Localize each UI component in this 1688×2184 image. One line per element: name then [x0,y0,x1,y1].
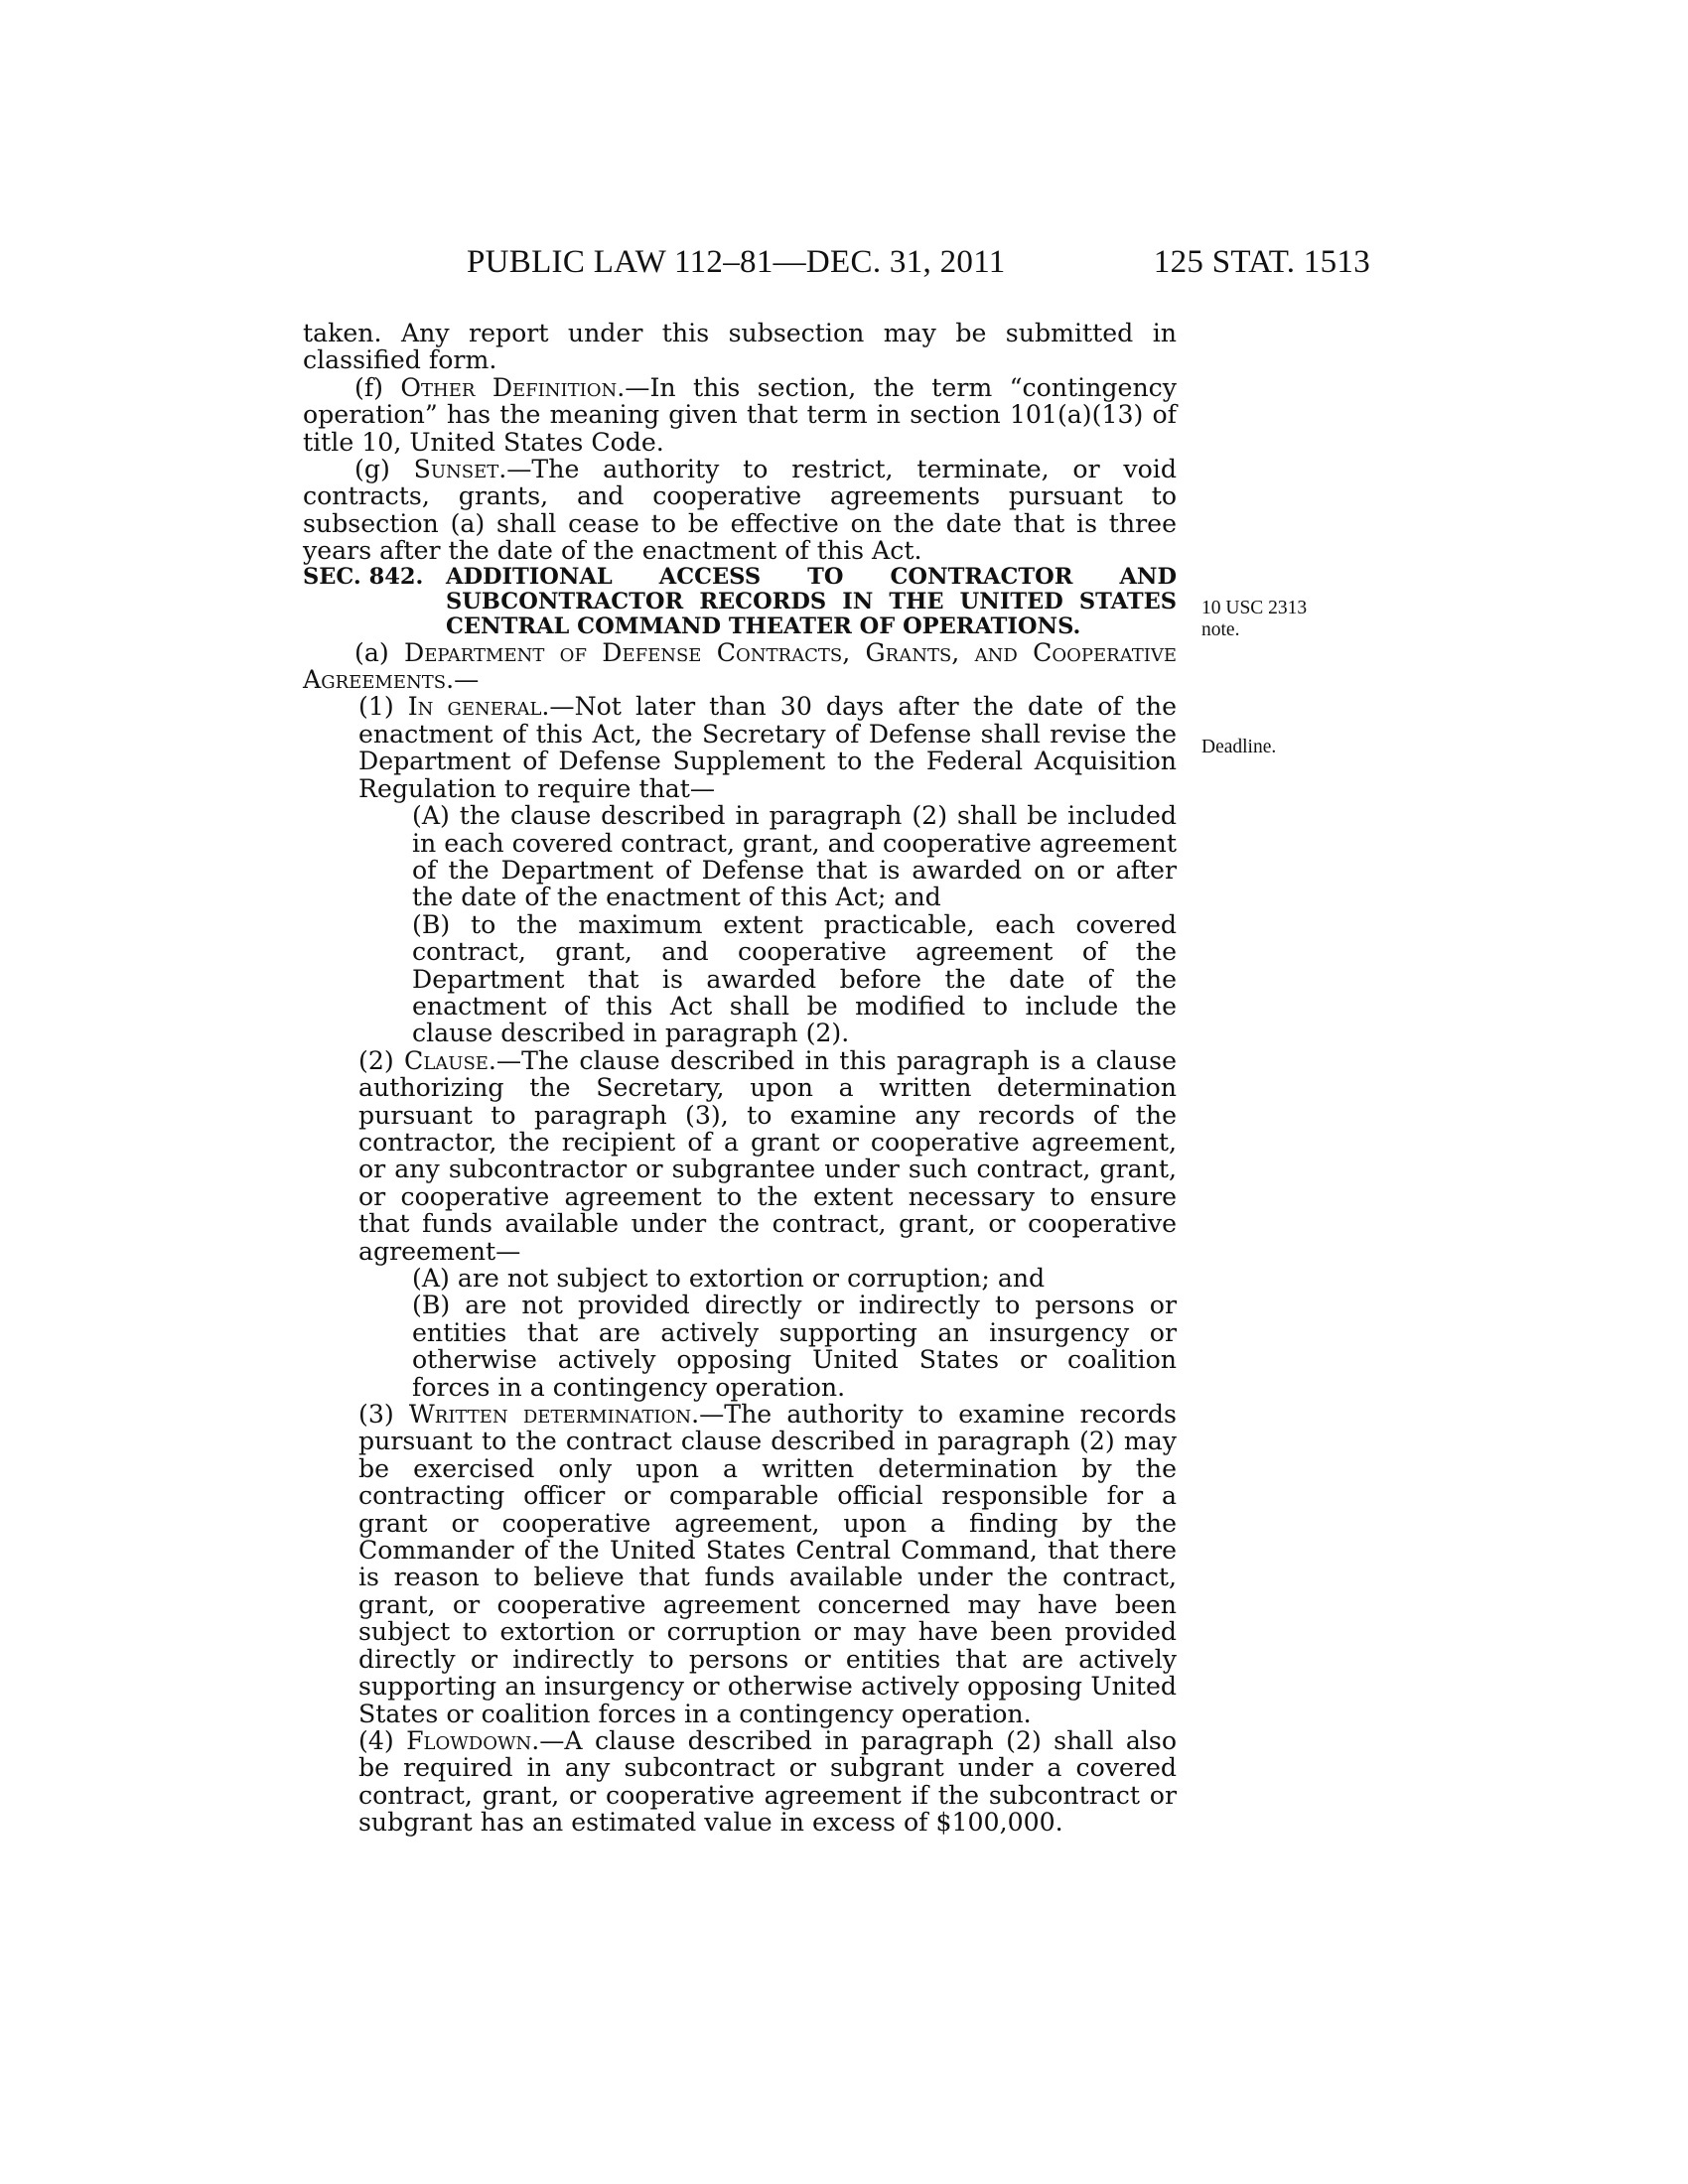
subsection-g-number: (g) [354,455,414,484]
paragraph-a1 [303,693,1177,802]
subsection-f-number: (f) [354,372,401,402]
margin-note-deadline: Deadline. [1201,737,1277,757]
paragraph-a4-heading: Flowdown [406,1725,532,1755]
section-title: ADDITIONAL ACCESS TO CONTRACTOR AND SUBCONTRACTOR RECORDS IN THE UNITED STATES CENTRAL COMMAND THEATER OF OPERATIONS. [446,563,1177,639]
paragraph-e-continued: taken. Any report under this subsection may be submitted in classified form. [303,319,1177,375]
paragraph-a4-number: (4) [358,1725,407,1755]
paragraph-a3-body: .—The authority to examine records pursuant to the contract clause described in paragraph (2) may be exercised only upon a written determination by the contracting officer or comparable official responsible for a grant or cooperative agreement, upon a finding by the Commander of the United States Central Command, that there is reason to believe that funds available under the contract, grant, or cooperative agreement concerned may have been subject to extortion or corruption or may have been provided directly or indirectly to persons or entities that are actively supporting an insurgency or otherwise actively opposing United States or coalition forces in a contingency operation. [358,1400,1177,1728]
subparagraph-a2-A: (A) are not subject to extortion or corruption; and [412,1264,1046,1293]
running-head-title: PUBLIC LAW 112–81—DEC. 31, 2011 [467,244,1006,280]
paragraph-a2-number: (2) [358,1045,405,1075]
paragraph-a3-number: (3) [358,1400,409,1430]
subsection-g-body: .—The authority to restrict, terminate, or void contracts, grants, and cooperative agreements pursuant to subsection (a) shall cease to be effective on the date that is three years after the date of the enactment of this Act. [303,455,1177,566]
subparagraph-a1-B: (B) to the maximum extent practicable, each covered contract, grant, and cooperative agreement of the Department that is awarded before the date of the enactment of this Act shall be modified to include the clause described in paragraph (2). [412,909,1177,1048]
paragraph-a2-body: .—The clause described in this paragraph is a clause authorizing the Secretary, upon a written determination pursuant to paragraph (3), to examine any records of the contractor, the recipient of a grant or cooperative agreement, or any subcontractor or subgrantee under such contract, grant, or cooperative agreement to the extent necessary to ensure that funds available under the contract, grant, or cooperative agreement— [358,1045,1177,1266]
paragraph-a3-heading: Written determination [408,1400,692,1430]
statute-body [303,320,1177,1837]
subsection-f-body: .—In this section, the term “contingency operation” has the meaning given that term in section 101(a)(13) of title 10, United States Code. [303,372,1178,457]
subsection-a-number: (a) [354,637,404,667]
paragraph-a4 [303,1727,1177,1837]
running-head-page: 125 STAT. 1513 [1153,244,1370,280]
paragraph-a2-heading: Clause [404,1045,489,1075]
paragraph-a1-heading: In general [407,692,542,722]
margin-note-usc-line1: 10 USC 2313 [1201,598,1308,618]
subsection-a [303,639,1177,694]
subsection-f [303,374,1177,456]
subparagraph-a1-A: (A) the clause described in paragraph (2) shall be included in each covered contract, grant, and cooperative agreement of the Department of Defense that is awarded on or after the date of the enactment of this Act; and [412,801,1177,912]
paragraph-a3 [303,1401,1177,1727]
subsection-a-dash: .— [446,665,480,695]
paragraph-a4-body: .—A clause described in paragraph (2) shall also be required in any subcontract or subgrant under a covered contract, grant, or cooperative agreement if the subcontract or subgrant has an estimated value in excess of $100,000. [358,1725,1177,1838]
margin-note-usc [1201,598,1307,641]
section-heading [303,565,1177,639]
paragraph-a1-number: (1) [358,692,408,722]
paragraph-a2 [303,1047,1177,1265]
paragraph-a1-body: .—Not later than 30 days after the date of the enactment of this Act, the Secretary of Defense shall revise the Department of Defense Supplement to the Federal Acquisition Regulation to require that— [358,692,1177,803]
subparagraph-a2-B: (B) are not provided directly or indirectly to persons or entities that are actively supporting an insurgency or otherwise actively opposing United States or coalition forces in a contingency operation. [412,1291,1177,1402]
subsection-f-heading: Other Definition [400,372,618,402]
section-number: SEC. 842. [303,563,424,590]
subsection-g-heading: Sunset [413,455,499,484]
subsection-g [303,456,1177,565]
subsection-a-heading: Department of Defense Contracts, Grants, and Cooperative Agreements [303,637,1177,695]
margin-note-usc-line2: note. [1201,619,1240,640]
